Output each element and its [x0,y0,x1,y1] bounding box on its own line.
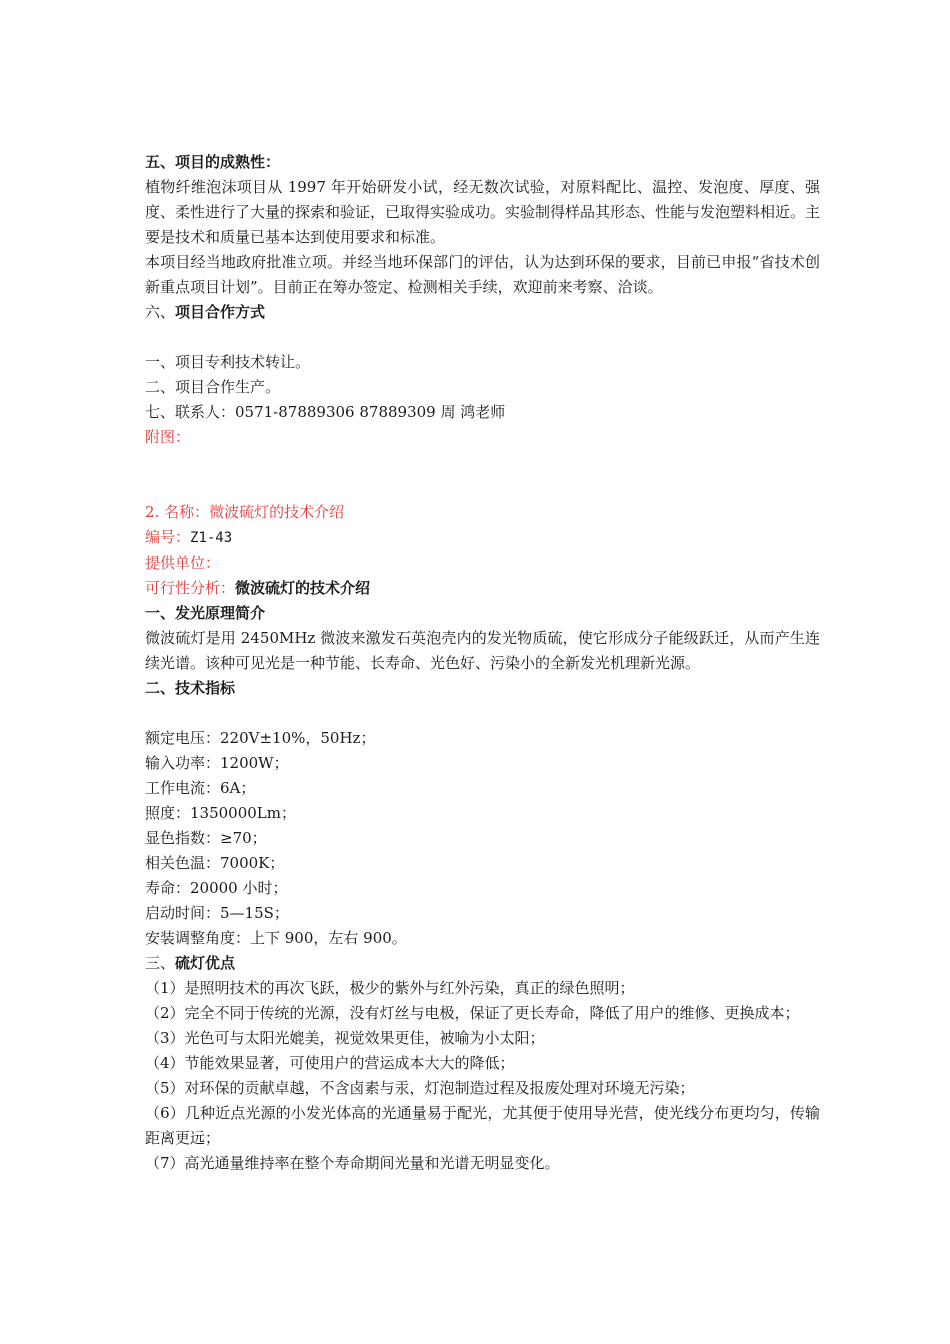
spec-item: 额定电压：220V±10%，50Hz； [145,729,376,747]
advantage-item: （1）是照明技术的再次飞跃，极少的紫外与红外污染，真正的绿色照明； [145,979,635,997]
section6-heading-prefix: 六、 [145,303,176,321]
spec-item: 工作电流：6A； [145,779,256,797]
project2-feasibility [145,576,820,601]
advantages-heading [145,951,820,976]
project2-name: 2. 名称：微波硫灯的技术介绍 [145,503,345,521]
section5-paragraph-2: 本项目经当地政府批准立项。并经当地环保部门的评估，认为达到环保的要求，目前已申报“省技术创新重点项目计划”。目前正在筹办签定、检测相关手续，欢迎前来考察、洽谈。 [145,253,820,296]
advantages-heading-prefix: 三、 [145,954,176,972]
section6-item-1: 一、项目专利技术转让。 [145,353,311,371]
blank-gap [145,450,820,500]
project2-code [145,525,820,551]
section5-heading: 五、项目的成熟性： [145,153,281,171]
feasibility-title: 微波硫灯的技术介绍 [235,579,371,597]
advantage-item: （2）完全不同于传统的光源，没有灯丝与电极，保证了更长寿命，降低了用户的维修、更换成本； [145,1004,800,1022]
advantage-item: （3）光色可与太阳光媲美，视觉效果更佳，被喻为小太阳； [145,1029,545,1047]
principle-text: 微波硫灯是用 2450MHz 微波来激发石英泡壳内的发光物质硫，使它形成分子能级跃迁，从而产生连续光谱。该种可见光是一种节能、长寿命、光色好、污染小的全新发光机理新光源。 [145,629,820,672]
spec-item: 输入功率：1200W； [145,754,289,772]
contact-line: 七、联系人：0571-87889306 87889309 周 鸿老师 [145,403,506,421]
advantages-heading-title: 硫灯优点 [175,954,236,972]
project2-provider: 提供单位： [145,554,221,572]
advantage-item: （4）节能效果显著，可使用户的营运成本大大的降低； [145,1054,515,1072]
section6-heading-title: 项目合作方式 [175,303,266,321]
section6-heading [145,300,820,325]
advantage-item: （5）对环保的贡献卓越，不含卤素与汞，灯泡制造过程及报废处理对环境无污染； [145,1079,695,1097]
document-page [145,150,820,1176]
specs-heading: 二、技术指标 [145,679,236,697]
advantage-item: （7）高光通量维持率在整个寿命期间光量和光谱无明显变化。 [145,1154,560,1172]
advantage-item: （6）几种近点光源的小发光体高的光通量易于配光，尤其便于使用导光营，使光线分布更均匀，传输距离更远； [145,1104,820,1147]
feasibility-label: 可行性分析： [145,579,236,597]
section6-item-2: 二、项目合作生产。 [145,378,281,396]
blank-line [145,701,820,726]
spec-item: 相关色温：7000K； [145,854,285,872]
attachment-label: 附图： [145,428,191,446]
spec-item: 启动时间：5—15S； [145,904,289,922]
principle-heading: 一、发光原理简介 [145,604,266,622]
project2-code-label: 编号： [145,528,191,546]
section5-paragraph-1: 植物纤维泡沫项目从 1997 年开始研发小试，经无数次试验，对原料配比、温控、发泡度、厚度、强度、柔性进行了大量的探索和验证，已取得实验成功。实验制得样品其形态、性能与发泡塑料相近。主要是技术和质量已基本达到使用要求和标准。 [145,178,821,246]
blank-line [145,325,820,350]
spec-item: 寿命：20000 小时； [145,879,288,897]
project2-code-value: Z1-43 [190,530,233,546]
spec-item: 显色指数：≥70； [145,829,267,847]
spec-item: 安装调整角度：上下 900，左右 900。 [145,929,407,947]
spec-item: 照度：1350000Lm； [145,804,296,822]
